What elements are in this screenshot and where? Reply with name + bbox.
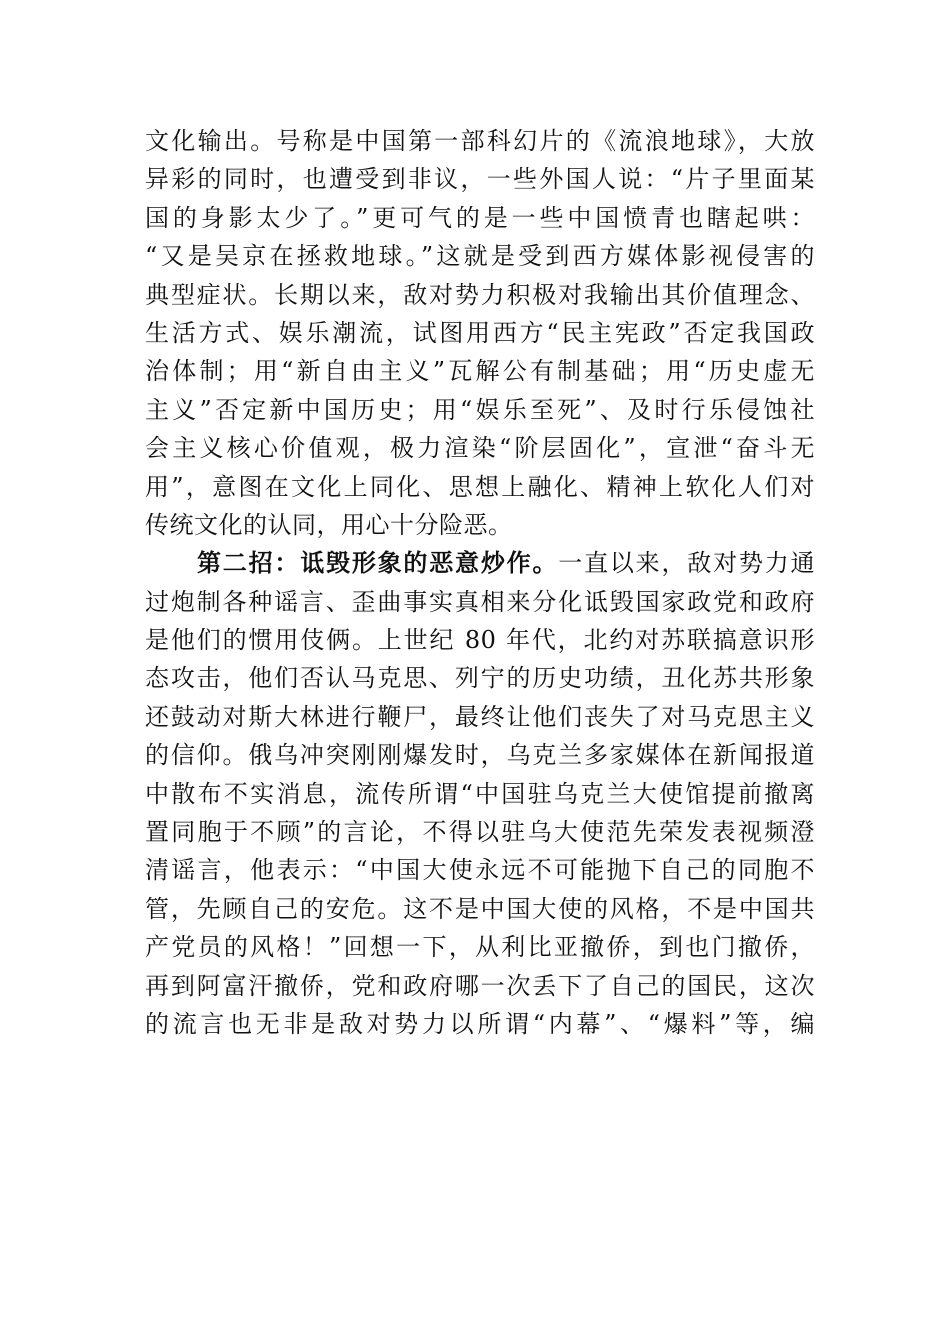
paragraph-line: 置同胞于不顾”的言论，不得以驻乌大使范先荣发表视频澄 bbox=[145, 818, 815, 847]
paragraph-line: 生活方式、娱乐潮流，试图用西方“民主宪政”否定我国政 bbox=[145, 318, 815, 347]
paragraph-line: 治体制；用“新自由主义”瓦解公有制基础；用“历史虚无 bbox=[145, 357, 815, 386]
paragraph-line: 清谣言，他表示：“中国大使永远不可能抛下自己的同胞不 bbox=[145, 856, 815, 885]
section-2-first-line bbox=[145, 544, 815, 582]
paragraph-line: 异彩的同时，也遭受到非议，一些外国人说：“片子里面某 bbox=[145, 165, 815, 194]
paragraph-line: 过炮制各种谣言、歪曲事实真相来分化诋毁国家政党和政府 bbox=[145, 587, 815, 616]
paragraph-line: 还鼓动对斯大林进行鞭尸，最终让他们丧失了对马克思主义 bbox=[145, 702, 815, 731]
section-2-heading: 第二招：诋毁形象的恶意炒作。 bbox=[197, 548, 559, 578]
paragraph-line: 产党员的风格！”回想一下，从利比亚撤侨，到也门撤侨， bbox=[145, 933, 815, 962]
paragraph-line: 用”，意图在文化上同化、思想上融化、精神上软化人们对 bbox=[145, 472, 815, 501]
paragraph-line: 会主义核心价值观，极力渲染“阶层固化”，宣泄“奋斗无 bbox=[145, 434, 815, 463]
paragraph-line: 的流言也无非是敌对势力以所谓“内幕”、“爆料”等，编 bbox=[145, 1009, 815, 1038]
paragraph-line: 再到阿富汗撤侨，党和政府哪一次丢下了自己的国民，这次 bbox=[145, 971, 815, 1000]
paragraph-line: 传统文化的认同，用心十分险恶。 bbox=[145, 510, 513, 539]
document-body bbox=[145, 122, 815, 1043]
paragraph-line: 是他们的惯用伎俩。上世纪 80 年代，北约对苏联搞意识形 bbox=[145, 626, 815, 655]
paragraph-line: 的信仰。俄乌冲突刚刚爆发时，乌克兰多家媒体在新闻报道 bbox=[145, 741, 815, 770]
paragraph-line: 主义”否定新中国历史；用“娱乐至死”、及时行乐侵蚀社 bbox=[145, 395, 815, 424]
paragraph-line: 文化输出。号称是中国第一部科幻片的《流浪地球》，大放 bbox=[145, 127, 815, 155]
section-2-first-line-text: 一直以来，敌对势力通 bbox=[558, 549, 816, 578]
paragraph-line: 态攻击，他们否认马克思、列宁的历史功绩，丑化苏共形象 bbox=[145, 664, 815, 693]
paragraph-line: 典型症状。长期以来，敌对势力积极对我输出其价值理念、 bbox=[145, 280, 815, 309]
paragraph-line: “又是吴京在拯救地球。”这就是受到西方媒体影视侵害的 bbox=[145, 242, 815, 271]
paragraph-line: 国的身影太少了。”更可气的是一些中国愤青也瞎起哄： bbox=[145, 203, 815, 232]
paragraph-line: 管，先顾自己的安危。这不是中国大使的风格，不是中国共 bbox=[145, 894, 815, 923]
paragraph-line: 中散布不实消息，流传所谓“中国驻乌克兰大使馆提前撤离 bbox=[145, 779, 815, 808]
